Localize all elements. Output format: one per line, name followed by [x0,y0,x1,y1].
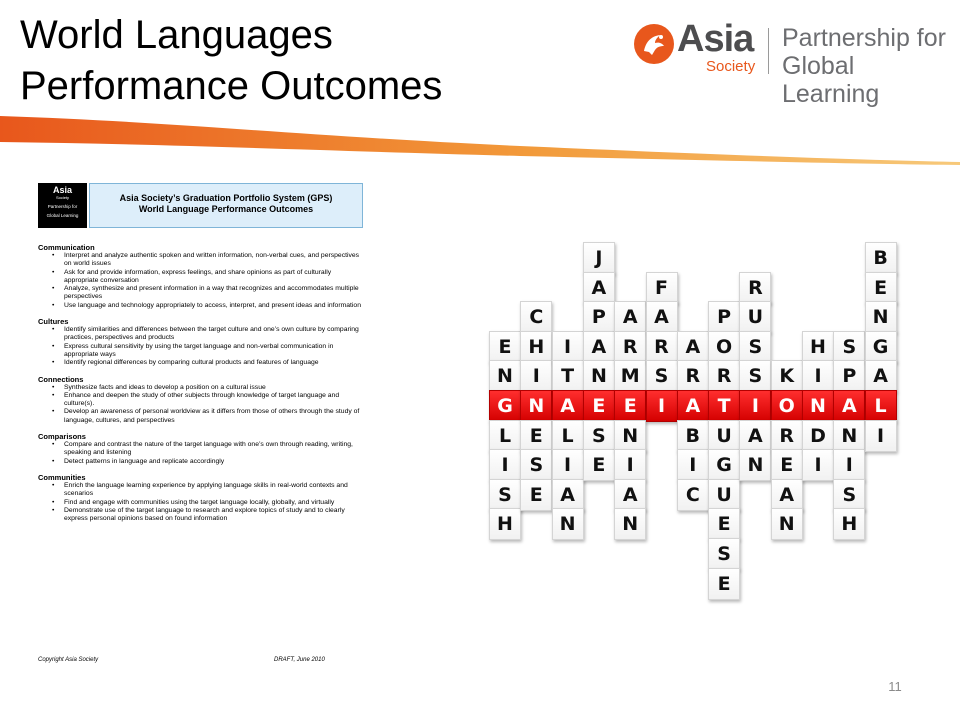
doc-logo-pgl-line1: Partnership for [47,204,78,209]
letter-tile: G [865,331,897,363]
doc-header-line1: Asia Society’s Graduation Portfolio System (GPS) [119,193,333,203]
outcome-list [38,326,364,367]
brand-divider [768,28,769,74]
section-title: Communities [38,472,86,482]
letter-tile: I [739,390,771,422]
outcome-section [38,317,364,367]
letter-tile: R [677,360,709,392]
letter-tile: C [520,301,552,333]
letter-tile: I [802,360,834,392]
doc-footer-draft: DRAFT, June 2010 [274,657,325,663]
outcome-item: • Enhance and deepen the study of other subjects through knowledge of target language and culture(s). [52,392,364,409]
letter-tile: U [708,420,740,452]
outcome-item: • Express cultural sensitivity by using the target language and non-verbal communication in appropriate ways [52,343,364,360]
letter-tile: A [677,390,709,422]
letter-tile: A [739,420,771,452]
letter-tile: S [646,360,678,392]
brand-pgl-line1: Partnership for [782,24,946,52]
document-logo [38,183,87,228]
letter-tile: A [614,301,646,333]
letter-tile: A [583,272,615,304]
letter-tile: I [552,449,584,481]
outcome-item: • Use language and technology appropriately to access, interpret, and present ideas and information [52,302,364,310]
letter-tile: N [833,420,865,452]
letter-tile: M [614,360,646,392]
letter-tile: N [552,508,584,540]
asia-society-emblem-icon [634,24,674,64]
letter-tile: I [614,449,646,481]
doc-logo-asia: Asia [52,185,72,195]
letter-tile: I [489,449,521,481]
letter-tile: I [552,331,584,363]
letter-tile: P [708,301,740,333]
letter-tile: H [802,331,834,363]
doc-logo-pgl-line2: Global Learning [46,213,79,218]
document-body [38,243,364,530]
letter-tile: A [771,479,803,511]
letter-tile: P [583,301,615,333]
letter-tile: T [552,360,584,392]
outcome-list [38,384,364,425]
letter-tile: E [708,568,740,600]
section-title: Cultures [38,317,69,327]
letter-tile: N [739,449,771,481]
outcome-list [38,252,364,310]
outcome-item: • Demonstrate use of the target language to research and explore topics of study and to clearly express personal opinions based on found information [52,507,364,524]
outcome-item: • Identify similarities and differences between the target culture and one’s own culture by comparing practices, perspectives and products [52,326,364,343]
letter-tile: C [677,479,709,511]
letter-tile: I [677,449,709,481]
letter-tile: U [739,301,771,333]
letter-tile: E [583,449,615,481]
letter-tile: B [865,242,897,274]
languages-crossword-image [485,240,890,640]
outcome-item: • Ask for and provide information, express feelings, and share opinions as part of culturally appropriate conversation [52,269,364,286]
outcome-item: • Detect patterns in language and replicate accordingly [52,458,364,466]
letter-tile: S [833,479,865,511]
letter-tile: R [708,360,740,392]
letter-tile: E [520,420,552,452]
letter-tile: G [708,449,740,481]
letter-tile: S [739,360,771,392]
letter-tile: S [833,331,865,363]
performance-outcomes-document [34,180,370,680]
letter-tile: E [489,331,521,363]
brand-partnership [782,24,954,108]
letter-tile: A [614,479,646,511]
letter-tile: A [833,390,865,422]
slide-title-line1: World Languages [20,13,333,57]
letter-tile: L [489,420,521,452]
outcome-section [38,473,364,523]
outcome-item: • Analyze, synthesize and present information in a way that recognizes and accommodates multiple perspectives [52,285,364,302]
brand-pgl-line2: Global Learning [782,52,880,108]
letter-tile: U [708,479,740,511]
letter-tile: T [708,390,740,422]
letter-tile: N [865,301,897,333]
letter-tile: A [552,479,584,511]
brand-asia: Asia [677,18,754,60]
letter-tile: N [614,508,646,540]
outcome-item: • Compare and contrast the nature of the target language with one’s own through reading, writing, speaking and listening [52,441,364,458]
letter-tile: E [708,508,740,540]
letter-tile: K [771,360,803,392]
letter-tile: R [739,272,771,304]
outcome-item: • Interpret and analyze authentic spoken and written information, non-verbal cues, and perspectives on world issues [52,252,364,269]
doc-header-line2: World Language Performance Outcomes [138,204,314,214]
letter-tile: E [520,479,552,511]
letter-tile: E [583,390,615,422]
letter-tile: A [677,331,709,363]
letter-tile: N [489,360,521,392]
letter-tile: B [677,420,709,452]
outcome-item: • Identify regional differences by comparing cultural products and features of language [52,359,364,367]
letter-tile: H [833,508,865,540]
slide-title-line2: Performance Outcomes [20,64,443,108]
doc-footer-copyright: Copyright Asia Society [38,657,99,663]
section-title: Communication [38,243,95,252]
letter-tile: S [520,449,552,481]
letter-tile: I [802,449,834,481]
letter-tile: S [489,479,521,511]
letter-tile: F [646,272,678,304]
letter-tile: E [865,272,897,304]
letter-tile: A [646,301,678,333]
outcome-list [38,441,364,466]
letter-tile: O [708,331,740,363]
outcome-item: • Develop an awareness of personal worldview as it differs from those of others through the study of language, cultures, and perspectives [52,408,364,425]
letter-tile: O [771,390,803,422]
letter-tile: A [865,360,897,392]
letter-tile: S [708,538,740,570]
letter-tile: S [739,331,771,363]
doc-logo-society: Society [55,195,70,200]
letter-tile: H [489,508,521,540]
outcome-list [38,482,364,523]
letter-tile: N [614,420,646,452]
letter-tile: L [865,390,897,422]
asia-society-logo [634,18,954,108]
letter-tile: H [520,331,552,363]
outcome-section [38,243,364,310]
slide-title [20,10,540,112]
letter-tile: R [614,331,646,363]
letter-tile: I [833,449,865,481]
letter-tile: I [865,420,897,452]
letter-tile: S [583,420,615,452]
letter-tile: L [552,420,584,452]
page-number: 11 [888,679,902,694]
letter-tile: N [583,360,615,392]
letter-tile: I [646,390,678,422]
letter-tile: J [583,242,615,274]
letter-tile: N [771,508,803,540]
letter-tile: P [833,360,865,392]
outcome-item: • Synthesize facts and ideas to develop a position on a cultural issue [52,384,364,392]
section-title: Comparisons [38,432,86,442]
letter-tile: R [771,420,803,452]
letter-tile: I [520,360,552,392]
section-title: Connections [38,374,84,384]
document-header [89,183,363,228]
letter-tile: A [583,331,615,363]
brand-society: Society [706,58,756,75]
outcome-section [38,375,364,425]
orange-swoosh [0,112,960,172]
letter-tile: A [552,390,584,422]
letter-tile: E [614,390,646,422]
outcome-item: • Enrich the language learning experience by applying language skills in real-world contexts and scenarios [52,482,364,499]
letter-tile: N [802,390,834,422]
letter-tile: R [646,331,678,363]
letter-tile: D [802,420,834,452]
letter-tile: E [771,449,803,481]
outcome-section [38,432,364,466]
letter-tile: G [489,390,521,422]
letter-tile: N [520,390,552,422]
outcome-item: • Find and engage with communities using the target language locally, globally, and virtually [52,499,364,507]
